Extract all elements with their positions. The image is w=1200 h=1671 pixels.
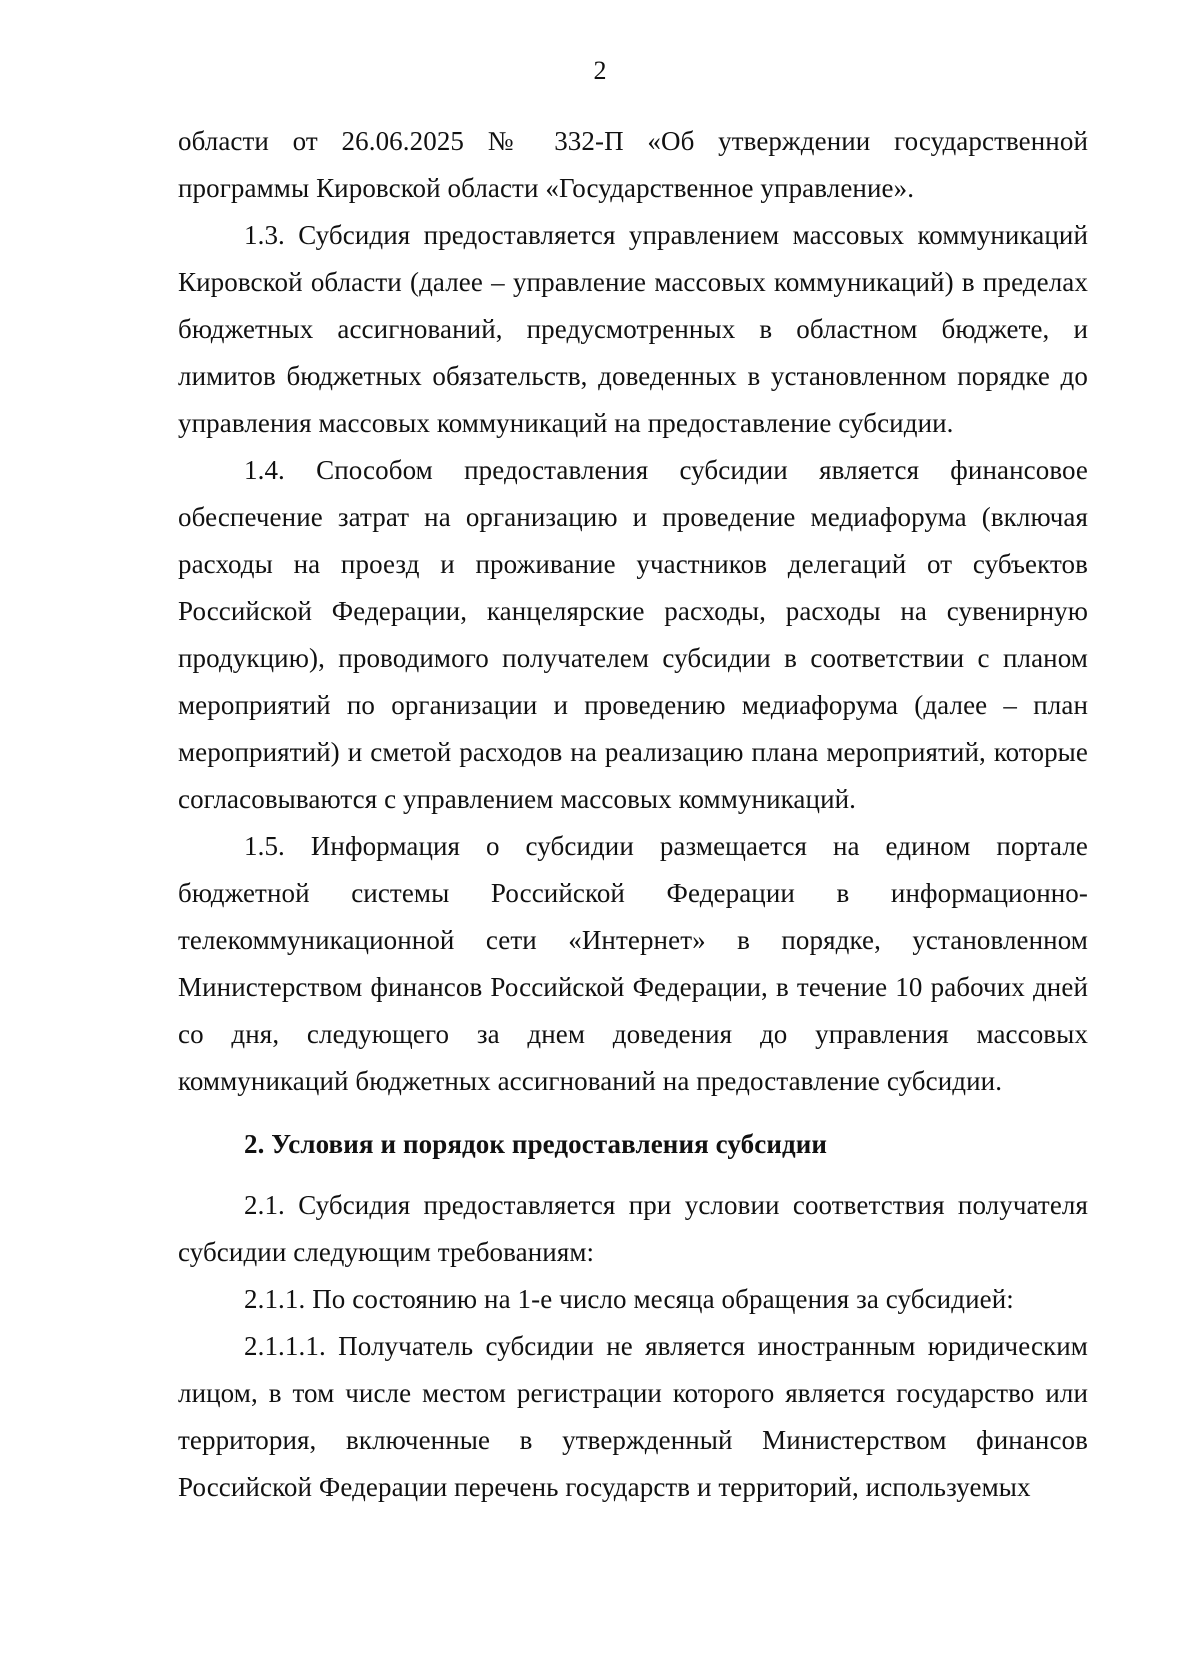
paragraph-2-1-1: 2.1.1. По состоянию на 1-е число месяца обращения за субсидией: (244, 1284, 1014, 1314)
document-body (178, 118, 1088, 1511)
paragraph-1-3: 1.3. Субсидия предоставляется управлением массовых коммуникаций Кировской области (далее – управление массовых коммуникаций) в пределах бюджетных ассигнований, предусмотренных в областном бюджете, и лимитов бюджетных обязательств, доведенных в установленном порядке до управления массовых коммуникаций на предоставление субсидии. (178, 220, 1088, 438)
paragraph-1-5: 1.5. Информация о субсидии размещается на едином портале бюджетной системы Российской Федерации в информационно-телекоммуникационной сети «Интернет» в порядке, установленном Министерством финансов Российской Федерации, в течение 10 рабочих дней со дня, следующего за днем доведения до управления массовых коммуникаций бюджетных ассигнований на предоставление субсидии. (178, 831, 1088, 1096)
paragraph-2-1: 2.1. Субсидия предоставляется при условии соответствия получателя субсидии следующим требованиям: (178, 1190, 1088, 1267)
paragraph-continuation: области от 26.06.2025 № 332-П «Об утверждении государственной программы Кировской области «Государственное управление». (178, 126, 1088, 203)
paragraph-2-1-1-1: 2.1.1.1. Получатель субсидии не является иностранным юридическим лицом, в том числе местом регистрации которого является государство или территория, включенные в утвержденный Министерством финансов Российской Федерации перечень государств и территорий, используемых (178, 1331, 1088, 1502)
section-heading: 2. Условия и порядок предоставления субсидии (244, 1129, 828, 1159)
paragraph-1-4: 1.4. Способом предоставления субсидии является финансовое обеспечение затрат на организацию и проведение медиафорума (включая расходы на проезд и проживание участников делегаций от субъектов Российской Федерации, канцелярские расходы, расходы на сувенирную продукцию), проводимого получателем субсидии в соответствии с планом мероприятий по организации и проведению медиафорума (далее – план мероприятий) и сметой расходов на реализацию плана мероприятий, которые согласовываются с управлением массовых коммуникаций. (178, 455, 1088, 814)
page-number: 2 (593, 56, 607, 85)
